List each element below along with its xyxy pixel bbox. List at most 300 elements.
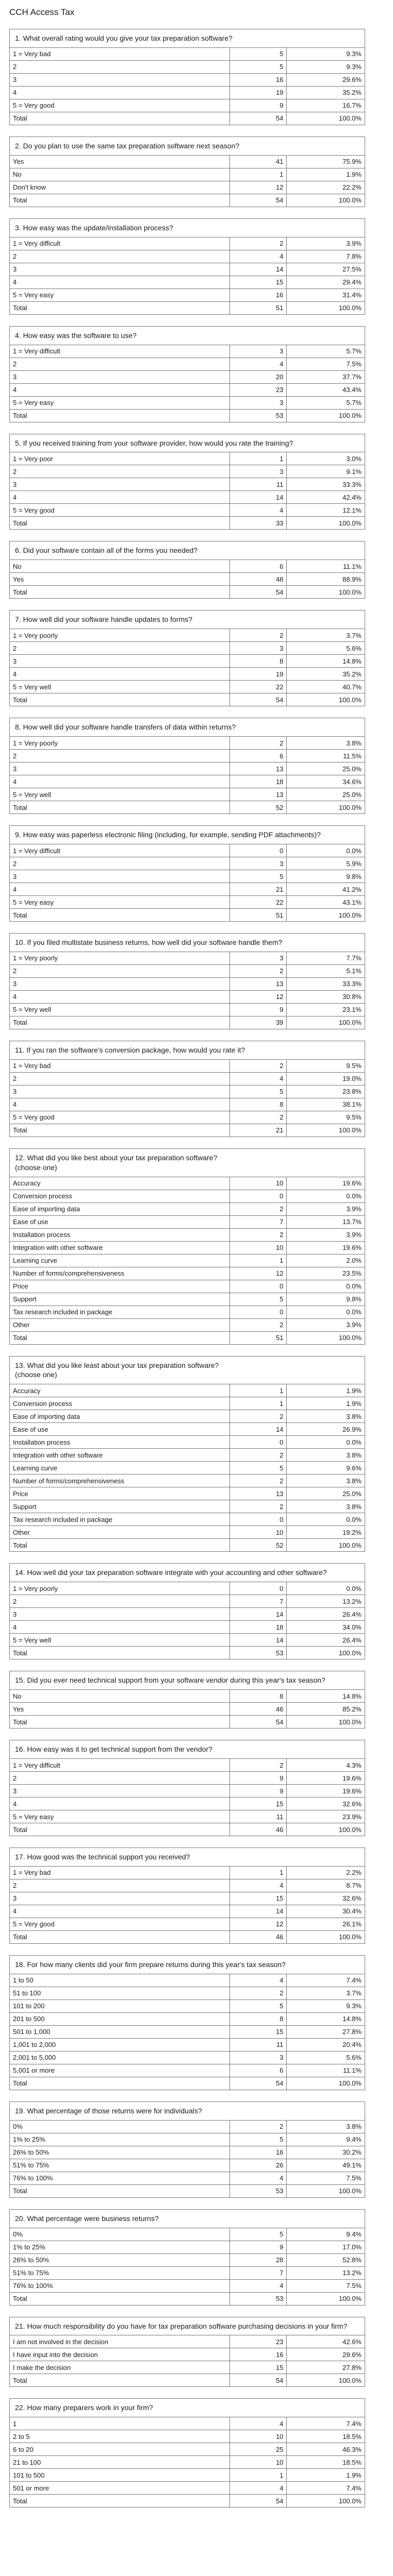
table-row xyxy=(10,465,365,478)
table-row xyxy=(10,491,365,504)
table-row xyxy=(10,345,365,358)
response-count: 13 xyxy=(230,1487,287,1500)
response-label: Conversion process xyxy=(10,1190,230,1202)
table-row xyxy=(10,1462,365,1475)
response-percent: 30.8% xyxy=(287,990,365,1003)
response-percent: 19.2% xyxy=(287,1526,365,1539)
response-label: Installation process xyxy=(10,1228,230,1241)
table-row xyxy=(10,1280,365,1293)
response-count: 10 xyxy=(230,1526,287,1539)
response-count: 46 xyxy=(230,1823,287,1836)
table-row xyxy=(10,1892,365,1905)
question-block xyxy=(9,1740,365,1836)
response-percent: 7.4% xyxy=(287,2417,365,2430)
response-label: 2 xyxy=(10,857,230,870)
response-count: 14 xyxy=(230,1905,287,1918)
response-table xyxy=(9,1690,365,1728)
response-label: 76% to 100% xyxy=(10,2172,230,2184)
response-percent: 100.0% xyxy=(287,801,365,814)
response-percent: 52.8% xyxy=(287,2253,365,2266)
response-percent: 13.2% xyxy=(287,2266,365,2279)
table-row xyxy=(10,1410,365,1423)
response-label: 1 = Very poorly xyxy=(10,952,230,965)
total-row xyxy=(10,1331,365,1344)
response-label: Price xyxy=(10,1487,230,1500)
response-count: 2 xyxy=(230,1449,287,1462)
question-block xyxy=(9,29,365,125)
response-percent: 18.5% xyxy=(287,2430,365,2443)
response-label: Total xyxy=(10,2495,230,2507)
response-count: 48 xyxy=(230,573,287,586)
response-percent: 100.0% xyxy=(287,693,365,706)
response-label: Price xyxy=(10,1280,230,1293)
question-block xyxy=(9,434,365,530)
response-count: 2 xyxy=(230,2121,287,2133)
response-label: 2 xyxy=(10,465,230,478)
response-percent: 9.1% xyxy=(287,465,365,478)
response-count: 15 xyxy=(230,1798,287,1810)
table-row xyxy=(10,573,365,586)
response-label: 1 to 50 xyxy=(10,1974,230,1987)
response-count: 1 xyxy=(230,1397,287,1410)
response-label: 1 = Very difficult xyxy=(10,1759,230,1772)
response-percent: 19.6% xyxy=(287,1785,365,1798)
response-label: 6 to 20 xyxy=(10,2443,230,2456)
question-block xyxy=(9,2209,365,2306)
response-label: 3 xyxy=(10,655,230,668)
response-label: 2 xyxy=(10,750,230,762)
response-label: 5 = Very good xyxy=(10,504,230,517)
response-percent: 7.5% xyxy=(287,358,365,370)
table-row xyxy=(10,964,365,977)
table-row xyxy=(10,977,365,990)
response-label: 3 xyxy=(10,1085,230,1098)
question-heading: 16. How easy was it to get technical support from the vendor? xyxy=(9,1740,365,1759)
response-count: 12 xyxy=(230,181,287,194)
response-count: 52 xyxy=(230,801,287,814)
table-row xyxy=(10,896,365,909)
response-percent: 5.6% xyxy=(287,2051,365,2064)
question-block xyxy=(9,2317,365,2387)
total-row xyxy=(10,1016,365,1029)
question-heading: 17. How good was the technical support you received? xyxy=(9,1848,365,1867)
response-count: 4 xyxy=(230,2482,287,2495)
response-label: 1% to 25% xyxy=(10,2133,230,2146)
response-table xyxy=(9,156,365,207)
response-label: 2 xyxy=(10,250,230,263)
table-row xyxy=(10,1703,365,1716)
table-row xyxy=(10,2348,365,2361)
response-table xyxy=(9,2121,365,2198)
response-label: 3 xyxy=(10,263,230,276)
table-row xyxy=(10,2241,365,2253)
response-percent: 26.1% xyxy=(287,1918,365,1930)
response-percent: 100.0% xyxy=(287,1331,365,1344)
table-row xyxy=(10,1974,365,1987)
response-count: 2 xyxy=(230,1060,287,1073)
response-percent: 40.7% xyxy=(287,681,365,693)
table-row xyxy=(10,1475,365,1487)
table-row xyxy=(10,883,365,896)
table-row xyxy=(10,1526,365,1539)
response-label: 501 or more xyxy=(10,2482,230,2495)
response-count: 54 xyxy=(230,693,287,706)
table-row xyxy=(10,358,365,370)
response-label: 4 xyxy=(10,990,230,1003)
total-row xyxy=(10,112,365,125)
response-count: 23 xyxy=(230,383,287,396)
response-percent: 32.6% xyxy=(287,1892,365,1905)
response-percent: 29.6% xyxy=(287,2348,365,2361)
table-row xyxy=(10,238,365,250)
response-percent: 100.0% xyxy=(287,2374,365,2387)
response-label: Total xyxy=(10,1823,230,1836)
response-percent: 9.8% xyxy=(287,870,365,883)
response-label: Don't know xyxy=(10,181,230,194)
response-count: 0 xyxy=(230,1582,287,1595)
table-row xyxy=(10,2172,365,2184)
response-label: 2,001 to 5,000 xyxy=(10,2051,230,2064)
response-percent: 37.7% xyxy=(287,370,365,383)
response-percent: 7.8% xyxy=(287,250,365,263)
response-count: 6 xyxy=(230,2064,287,2077)
response-count: 1 xyxy=(230,1254,287,1267)
response-label: Installation process xyxy=(10,1436,230,1449)
table-row xyxy=(10,2051,365,2064)
response-label: 1 = Very difficult xyxy=(10,844,230,857)
response-count: 7 xyxy=(230,1215,287,1228)
response-count: 21 xyxy=(230,1124,287,1137)
response-count: 54 xyxy=(230,194,287,207)
response-count: 13 xyxy=(230,977,287,990)
response-count: 51 xyxy=(230,909,287,922)
question-heading: 11. If you ran the software's conversion package, how would you rate it? xyxy=(9,1041,365,1060)
table-row xyxy=(10,2064,365,2077)
response-count: 0 xyxy=(230,1306,287,1318)
response-count: 9 xyxy=(230,99,287,112)
response-percent: 33.3% xyxy=(287,977,365,990)
response-label: Total xyxy=(10,1930,230,1943)
response-table xyxy=(9,48,365,125)
response-percent: 13.7% xyxy=(287,1215,365,1228)
response-percent: 100.0% xyxy=(287,1823,365,1836)
document-title: CCH Access Tax xyxy=(9,7,75,17)
response-percent: 43.1% xyxy=(287,896,365,909)
response-percent: 35.2% xyxy=(287,668,365,681)
response-percent: 19.6% xyxy=(287,1772,365,1785)
response-count: 23 xyxy=(230,2335,287,2348)
response-count: 4 xyxy=(230,358,287,370)
question-heading: 15. Did you ever need technical support from your software vendor during this year's tax season? xyxy=(9,1671,365,1690)
response-label: Total xyxy=(10,194,230,207)
table-row xyxy=(10,1595,365,1608)
response-count: 2 xyxy=(230,1111,287,1124)
response-count: 53 xyxy=(230,2292,287,2305)
table-row xyxy=(10,168,365,181)
table-row xyxy=(10,99,365,112)
response-percent: 23.9% xyxy=(287,1810,365,1823)
response-label: 51% to 75% xyxy=(10,2159,230,2172)
response-percent: 3.9% xyxy=(287,238,365,250)
response-count: 5 xyxy=(230,1999,287,2012)
response-percent: 9.6% xyxy=(287,1462,365,1475)
response-table xyxy=(9,1384,365,1552)
table-row xyxy=(10,1085,365,1098)
table-row xyxy=(10,396,365,409)
table-row xyxy=(10,775,365,788)
total-row xyxy=(10,1539,365,1552)
response-percent: 0.0% xyxy=(287,1190,365,1202)
response-table xyxy=(9,1759,365,1836)
response-label: 5 = Very good xyxy=(10,99,230,112)
response-table xyxy=(9,238,365,315)
table-row xyxy=(10,1060,365,1073)
response-count: 3 xyxy=(230,345,287,358)
response-percent: 0.0% xyxy=(287,844,365,857)
question-heading: 10. If you filed multistate business returns, how well did your software handle them? xyxy=(9,933,365,952)
table-row xyxy=(10,1772,365,1785)
response-percent: 3.0% xyxy=(287,452,365,465)
response-label: 3 xyxy=(10,478,230,491)
response-percent: 100.0% xyxy=(287,1647,365,1659)
table-row xyxy=(10,263,365,276)
response-count: 54 xyxy=(230,2374,287,2387)
response-count: 2 xyxy=(230,1759,287,1772)
response-count: 5 xyxy=(230,48,287,61)
response-percent: 29.4% xyxy=(287,276,365,289)
response-count: 4 xyxy=(230,1974,287,1987)
table-row xyxy=(10,1254,365,1267)
response-percent: 1.9% xyxy=(287,1397,365,1410)
response-percent: 12.1% xyxy=(287,504,365,517)
response-percent: 5.7% xyxy=(287,396,365,409)
response-count: 16 xyxy=(230,289,287,301)
response-percent: 4.3% xyxy=(287,1759,365,1772)
table-row xyxy=(10,642,365,655)
total-row xyxy=(10,1647,365,1659)
response-percent: 9.3% xyxy=(287,1999,365,2012)
response-label: Total xyxy=(10,909,230,922)
response-percent: 26.4% xyxy=(287,1608,365,1621)
table-row xyxy=(10,2012,365,2025)
response-label: Total xyxy=(10,2184,230,2197)
response-percent: 100.0% xyxy=(287,112,365,125)
response-label: 5 = Very easy xyxy=(10,396,230,409)
response-count: 0 xyxy=(230,1436,287,1449)
table-row xyxy=(10,370,365,383)
table-row xyxy=(10,2443,365,2456)
response-percent: 7.5% xyxy=(287,2279,365,2292)
response-label: 5 = Very well xyxy=(10,1634,230,1647)
response-percent: 34.0% xyxy=(287,1621,365,1634)
table-row xyxy=(10,1423,365,1436)
table-row xyxy=(10,1436,365,1449)
response-count: 5 xyxy=(230,1085,287,1098)
response-percent: 100.0% xyxy=(287,1124,365,1137)
response-label: Total xyxy=(10,2292,230,2305)
response-percent: 11.1% xyxy=(287,2064,365,2077)
response-percent: 9.4% xyxy=(287,2228,365,2241)
response-percent: 20.4% xyxy=(287,2038,365,2051)
question-heading: 20. What percentage were business returns? xyxy=(9,2209,365,2228)
response-label: Total xyxy=(10,2077,230,2090)
response-label: No xyxy=(10,1690,230,1703)
question-block xyxy=(9,1356,365,1552)
response-count: 46 xyxy=(230,1703,287,1716)
table-row xyxy=(10,1072,365,1085)
response-label: 1,001 to 2,000 xyxy=(10,2038,230,2051)
response-percent: 27.8% xyxy=(287,2025,365,2038)
table-row xyxy=(10,1202,365,1215)
question-block xyxy=(9,218,365,315)
total-row xyxy=(10,2374,365,2387)
response-count: 15 xyxy=(230,1892,287,1905)
response-count: 15 xyxy=(230,276,287,289)
table-row xyxy=(10,1690,365,1703)
response-label: Tax research included in package xyxy=(10,1513,230,1526)
table-row xyxy=(10,73,365,86)
response-count: 1 xyxy=(230,1867,287,1879)
table-row xyxy=(10,1215,365,1228)
response-count: 5 xyxy=(230,870,287,883)
response-percent: 1.9% xyxy=(287,2469,365,2482)
response-count: 5 xyxy=(230,1293,287,1306)
question-heading: 2. Do you plan to use the same tax preparation software next season? xyxy=(9,137,365,156)
response-label: 4 xyxy=(10,383,230,396)
response-percent: 7.4% xyxy=(287,2482,365,2495)
response-count: 1 xyxy=(230,1384,287,1397)
response-label: Conversion process xyxy=(10,1397,230,1410)
response-count: 54 xyxy=(230,1716,287,1728)
response-count: 53 xyxy=(230,409,287,422)
response-count: 19 xyxy=(230,86,287,99)
response-count: 2 xyxy=(230,1987,287,1999)
table-row xyxy=(10,1111,365,1124)
response-percent: 14.8% xyxy=(287,1690,365,1703)
response-count: 7 xyxy=(230,1595,287,1608)
response-count: 13 xyxy=(230,762,287,775)
table-row xyxy=(10,452,365,465)
response-percent: 31.4% xyxy=(287,289,365,301)
response-count: 12 xyxy=(230,1918,287,1930)
questions-list xyxy=(9,29,393,2507)
response-percent: 7.7% xyxy=(287,952,365,965)
total-row xyxy=(10,693,365,706)
response-label: Support xyxy=(10,1293,230,1306)
response-label: Learning curve xyxy=(10,1254,230,1267)
response-percent: 49.1% xyxy=(287,2159,365,2172)
response-label: 2 xyxy=(10,642,230,655)
response-count: 6 xyxy=(230,750,287,762)
table-row xyxy=(10,1397,365,1410)
response-count: 1 xyxy=(230,2469,287,2482)
question-heading: 14. How well did your tax preparation software integrate with your accounting and other software? xyxy=(9,1563,365,1582)
table-row xyxy=(10,1500,365,1513)
table-row xyxy=(10,681,365,693)
response-count: 4 xyxy=(230,2417,287,2430)
response-percent: 5.1% xyxy=(287,964,365,977)
response-count: 13 xyxy=(230,788,287,801)
response-label: 51 to 100 xyxy=(10,1987,230,1999)
response-count: 14 xyxy=(230,1608,287,1621)
response-count: 3 xyxy=(230,642,287,655)
response-label: 2 xyxy=(10,1772,230,1785)
table-row xyxy=(10,2482,365,2495)
response-count: 8 xyxy=(230,2012,287,2025)
response-label: Accuracy xyxy=(10,1384,230,1397)
response-count: 10 xyxy=(230,2430,287,2443)
response-count: 1 xyxy=(230,168,287,181)
response-percent: 100.0% xyxy=(287,2495,365,2507)
total-row xyxy=(10,2495,365,2507)
response-label: 3 xyxy=(10,1608,230,1621)
response-label: 5 = Very easy xyxy=(10,289,230,301)
table-row xyxy=(10,1513,365,1526)
response-count: 15 xyxy=(230,2361,287,2374)
response-label: Other xyxy=(10,1526,230,1539)
question-block xyxy=(9,2398,365,2507)
response-label: 5 = Very good xyxy=(10,1918,230,1930)
response-percent: 5.9% xyxy=(287,857,365,870)
response-label: 1 = Very poorly xyxy=(10,1582,230,1595)
response-percent: 13.2% xyxy=(287,1595,365,1608)
response-percent: 2.2% xyxy=(287,1867,365,1879)
response-percent: 26.4% xyxy=(287,1634,365,1647)
response-label: 51% to 75% xyxy=(10,2266,230,2279)
question-heading: 3. How easy was the update/installation process? xyxy=(9,218,365,238)
table-row xyxy=(10,668,365,681)
response-label: 5 = Very easy xyxy=(10,1810,230,1823)
response-count: 4 xyxy=(230,1072,287,1085)
table-row xyxy=(10,560,365,573)
response-label: 4 xyxy=(10,1098,230,1111)
response-count: 9 xyxy=(230,2241,287,2253)
table-row xyxy=(10,1759,365,1772)
response-label: 2 to 5 xyxy=(10,2430,230,2443)
response-percent: 17.0% xyxy=(287,2241,365,2253)
response-label: 5 = Very easy xyxy=(10,896,230,909)
response-label: 1 = Very bad xyxy=(10,48,230,61)
response-percent: 19.6% xyxy=(287,1241,365,1254)
response-table xyxy=(9,452,365,530)
response-percent: 42.4% xyxy=(287,491,365,504)
response-count: 4 xyxy=(230,250,287,263)
response-count: 2 xyxy=(230,1228,287,1241)
table-row xyxy=(10,844,365,857)
response-label: Total xyxy=(10,801,230,814)
response-count: 1 xyxy=(230,452,287,465)
response-label: Total xyxy=(10,517,230,530)
table-row xyxy=(10,2159,365,2172)
table-row xyxy=(10,2146,365,2159)
total-row xyxy=(10,909,365,922)
response-label: 1 = Very poor xyxy=(10,452,230,465)
response-count: 10 xyxy=(230,1177,287,1190)
table-row xyxy=(10,870,365,883)
response-label: 3 xyxy=(10,1785,230,1798)
response-count: 2 xyxy=(230,629,287,642)
response-percent: 9.8% xyxy=(287,1293,365,1306)
response-count: 8 xyxy=(230,1690,287,1703)
response-label: 4 xyxy=(10,1905,230,1918)
response-count: 51 xyxy=(230,1331,287,1344)
question-heading: 7. How well did your software handle updates to forms? xyxy=(9,610,365,629)
response-label: 2 xyxy=(10,358,230,370)
response-label: 4 xyxy=(10,775,230,788)
response-label: Accuracy xyxy=(10,1177,230,1190)
response-label: Total xyxy=(10,1647,230,1659)
response-percent: 3.8% xyxy=(287,1449,365,1462)
